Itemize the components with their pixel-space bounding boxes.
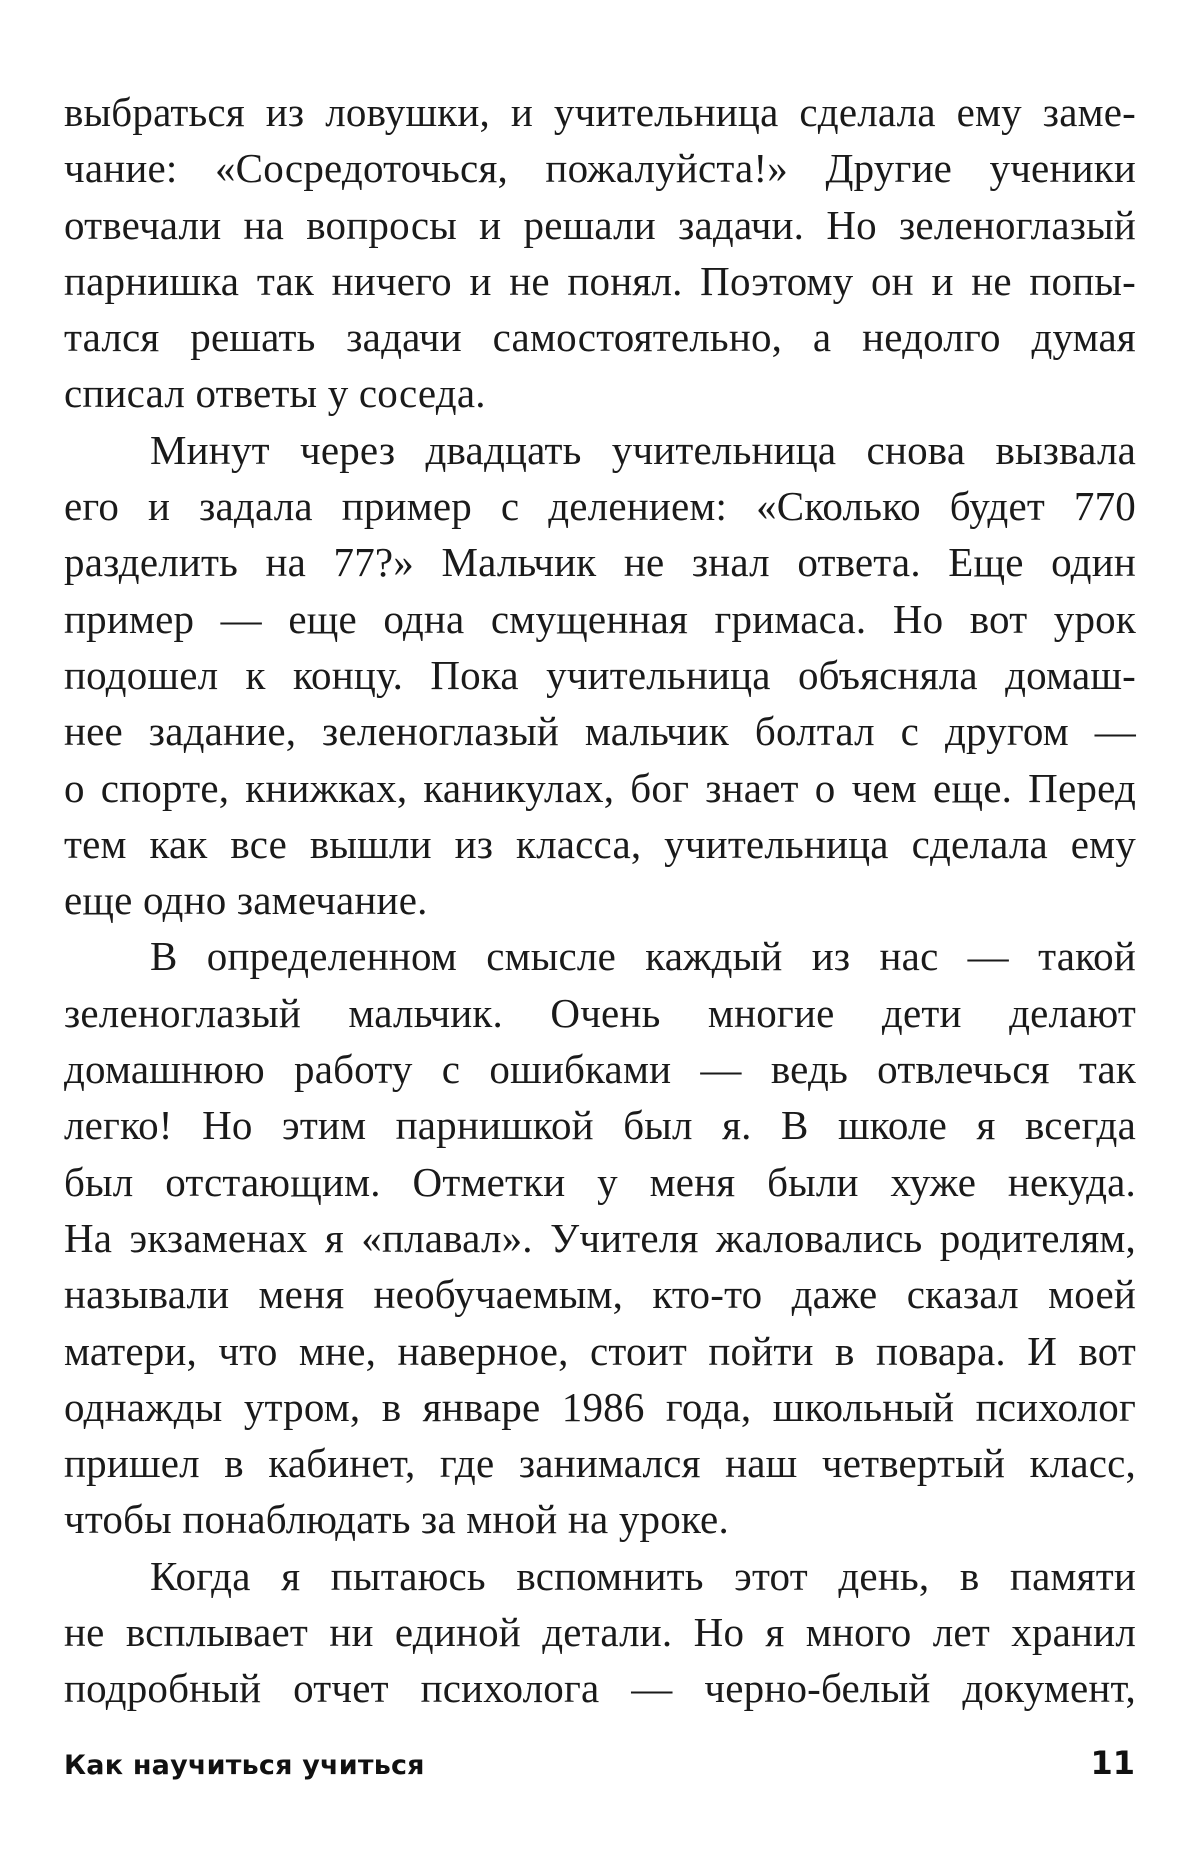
text-line: пример — еще одна смущенная гримаса. Но вот урок <box>64 595 1136 642</box>
text-line: списал ответы у соседа. <box>64 370 486 417</box>
text-line: о спорте, книжках, каникулах, бог знает о чем еще. Перед <box>64 764 1136 811</box>
text-line: его и задала пример с делением: «Сколько будет 770 <box>64 483 1136 530</box>
text-line: В определенном смысле каждый из нас — такой <box>150 933 1136 980</box>
text-line: выбраться из ловушки, и учительница сделала ему заме- <box>64 89 1136 135</box>
text-line: тем как все вышли из класса, учительница сделала ему <box>64 820 1136 867</box>
text-line: легко! Но этим парнишкой был я. В школе я всегда <box>64 1102 1136 1149</box>
body-text <box>64 84 1136 1717</box>
text-line: чтобы понаблюдать за мной на уроке. <box>64 1496 729 1543</box>
running-footer-title: Как научиться учиться <box>64 1750 425 1781</box>
text-line: матери, что мне, наверное, стоит пойти в повара. И вот <box>64 1327 1136 1374</box>
text-line: не всплывает ни единой детали. Но я много лет хранил <box>64 1609 1136 1656</box>
text-line: Когда я пытаюсь вспомнить этот день, в памяти <box>150 1552 1136 1599</box>
text-line: Минут через двадцать учительница снова вызвала <box>150 426 1136 473</box>
text-line: пришел в кабинет, где занимался наш четвертый класс, <box>64 1440 1136 1487</box>
text-line: тался решать задачи самостоятельно, а недолго думая <box>64 314 1136 361</box>
text-line: подошел к концу. Пока учительница объясняла домаш- <box>64 651 1136 698</box>
text-line: парнишка так ничего и не понял. Поэтому он и не попы- <box>64 257 1136 304</box>
text-line: подробный отчет психолога — черно-белый документ, <box>64 1665 1136 1712</box>
text-line: однажды утром, в январе 1986 года, школьный психолог <box>64 1383 1136 1430</box>
text-line: чание: «Сосредоточься, пожалуйста!» Другие ученики <box>64 145 1136 192</box>
page-number: 11 <box>1090 1744 1135 1782</box>
text-line: На экзаменах я «плавал». Учителя жаловались родителям, <box>64 1214 1136 1261</box>
text-line: еще одно замечание. <box>64 877 428 924</box>
text-line: домашнюю работу с ошибками — ведь отвлечься так <box>64 1046 1136 1093</box>
text-line: был отстающим. Отметки у меня были хуже некуда. <box>64 1158 1136 1205</box>
text-line: разделить на 77?» Мальчик не знал ответа. Еще один <box>64 539 1136 586</box>
text-line: нее задание, зеленоглазый мальчик болтал с другом — <box>64 708 1136 755</box>
text-line: называли меня необучаемым, кто-то даже сказал моей <box>64 1271 1136 1318</box>
text-line: зеленоглазый мальчик. Очень многие дети делают <box>64 989 1136 1036</box>
text-line: отвечали на вопросы и решали задачи. Но зеленоглазый <box>64 201 1136 248</box>
